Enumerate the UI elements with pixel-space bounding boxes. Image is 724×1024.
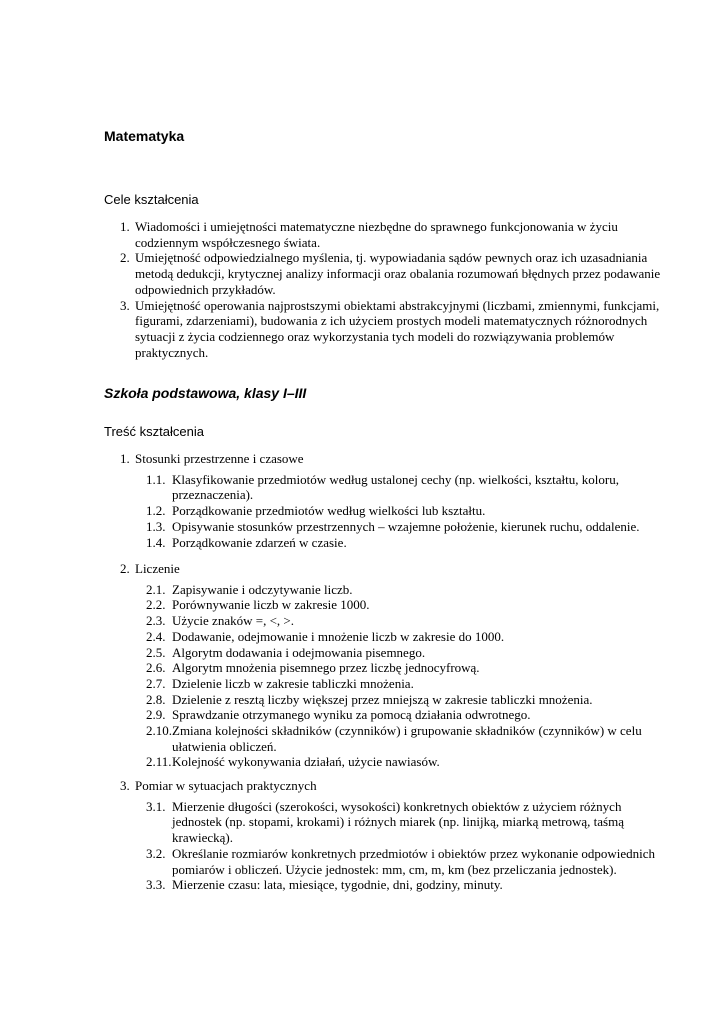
sub-list (104, 582, 664, 770)
list-item (104, 707, 664, 723)
item-number: 2.8. (146, 691, 166, 707)
item-number: 2.11. (146, 754, 172, 770)
item-text: Algorytm mnożenia pisemnego przez liczbę jednocyfrową. (172, 660, 480, 676)
item-number: 2.5. (146, 644, 166, 660)
item-text: Zmiana kolejności składników (czynników) i grupowanie składników (czynników) w celu ułatwienia obliczeń. (172, 723, 642, 754)
item-number: 1.3. (146, 518, 166, 534)
goal-text: Umiejętność operowania najprostszymi obiektami abstrakcyjnymi (liczbami, zmiennymi, funkcjami, figurami, zdarzeniami), budowania z ich użyciem prostych modeli matematycznych różnorodnych sytuacji z życia codziennego oraz wykorzystania tych modeli do rozwiązywania problemów praktycznych. (135, 297, 660, 360)
item-text: Porządkowanie przedmiotów według wielkości lub kształtu. (172, 503, 486, 519)
content-group (104, 778, 664, 893)
list-item (104, 692, 664, 708)
sub-list (104, 472, 664, 551)
item-text: Mierzenie długości (szerokości, wysokości) konkretnych obiektów z użyciem różnych jednostek (np. stopami, krokami) i różnych miarek (np. linijką, miarką metrową, taśmą krawiecką). (172, 798, 624, 846)
item-text: Algorytm dodawania i odejmowania pisemnego. (172, 644, 426, 660)
item-number: 1.2. (146, 503, 166, 519)
goal-item (104, 219, 664, 250)
item-number: 1.1. (146, 471, 166, 487)
group-number: 1. (120, 451, 130, 466)
item-number: 2.1. (146, 581, 166, 597)
item-text: Opisywanie stosunków przestrzennych – wzajemne położenie, kierunek ruchu, oddalenie. (172, 518, 640, 534)
goal-text: Umiejętność odpowiedzialnego myślenia, tj. wypowiadania sądów pewnych oraz ich uzasadniania metodą dedukcji, krytycznej analizy informacji oraz obalania rozumowań błędnych przez podawanie odpowiednich przykładów. (135, 250, 661, 297)
list-item (104, 723, 664, 754)
page-title: Matematyka (104, 128, 185, 144)
group-heading (104, 778, 664, 794)
item-text: Użycie znaków =, <, >. (172, 613, 294, 629)
group-title: Stosunki przestrzenne i czasowe (135, 451, 304, 466)
item-text: Sprawdzanie otrzymanego wyniku za pomocą działania odwrotnego. (172, 707, 531, 723)
goal-number: 2. (120, 250, 130, 266)
content-group (104, 561, 664, 770)
item-text: Kolejność wykonywania działań, użycie nawiasów. (172, 754, 440, 770)
item-text: Dzielenie liczb w zakresie tabliczki mnożenia. (172, 675, 414, 691)
goal-text: Wiadomości i umiejętności matematyczne niezbędne do sprawnego funkcjonowania w życiu codziennym współczesnego świata. (135, 219, 618, 250)
list-item (104, 503, 664, 519)
list-item (104, 519, 664, 535)
goals-heading: Cele kształcenia (104, 192, 199, 207)
goal-item (104, 298, 664, 361)
item-number: 2.10. (146, 723, 172, 739)
list-item (104, 582, 664, 598)
item-number: 2.2. (146, 597, 166, 613)
content-heading: Treść kształcenia (104, 424, 204, 439)
item-number: 3.2. (146, 845, 166, 861)
item-text: Porównywanie liczb w zakresie 1000. (172, 597, 370, 613)
group-number: 3. (120, 778, 130, 793)
list-item (104, 535, 664, 551)
item-text: Dzielenie z resztą liczby większej przez mniejszą w zakresie tabliczki mnożenia. (172, 691, 593, 707)
item-text: Porządkowanie zdarzeń w czasie. (172, 534, 347, 550)
list-item (104, 472, 664, 503)
list-item (104, 660, 664, 676)
group-title: Liczenie (135, 561, 180, 576)
item-text: Określanie rozmiarów konkretnych przedmiotów i obiektów przez wykonanie odpowiednich pomiarów i obliczeń. Użycie jednostek: mm, cm, m, km (bez przeliczania jednostek). (172, 845, 656, 877)
list-item (104, 645, 664, 661)
sub-list (104, 799, 664, 893)
list-item (104, 846, 664, 877)
item-number: 2.4. (146, 628, 166, 644)
goals-list (104, 219, 664, 360)
item-text: Mierzenie czasu: lata, miesiące, tygodnie, dni, godziny, minuty. (172, 877, 503, 893)
list-item (104, 799, 664, 846)
goal-item (104, 250, 664, 297)
item-number: 1.4. (146, 534, 166, 550)
group-heading (104, 451, 664, 467)
group-heading (104, 561, 664, 577)
goal-number: 1. (120, 219, 130, 234)
section-title: Szkoła podstawowa, klasy I–III (104, 385, 307, 401)
item-number: 2.6. (146, 660, 166, 676)
item-text: Klasyfikowanie przedmiotów według ustalonej cechy (np. wielkości, kształtu, koloru, przeznaczenia). (172, 471, 619, 503)
item-number: 3.3. (146, 877, 166, 893)
group-title: Pomiar w sytuacjach praktycznych (135, 778, 317, 793)
list-item (104, 676, 664, 692)
item-number: 3.1. (146, 798, 166, 814)
list-item (104, 597, 664, 613)
item-text: Dodawanie, odejmowanie i mnożenie liczb w zakresie do 1000. (172, 628, 505, 644)
item-number: 2.3. (146, 613, 166, 629)
group-number: 2. (120, 561, 130, 576)
item-number: 2.9. (146, 707, 166, 723)
list-item (104, 629, 664, 645)
content-group (104, 451, 664, 550)
list-item (104, 877, 664, 893)
goal-number: 3. (120, 297, 130, 313)
list-item (104, 754, 664, 770)
list-item (104, 613, 664, 629)
item-number: 2.7. (146, 675, 166, 691)
item-text: Zapisywanie i odczytywanie liczb. (172, 581, 353, 597)
